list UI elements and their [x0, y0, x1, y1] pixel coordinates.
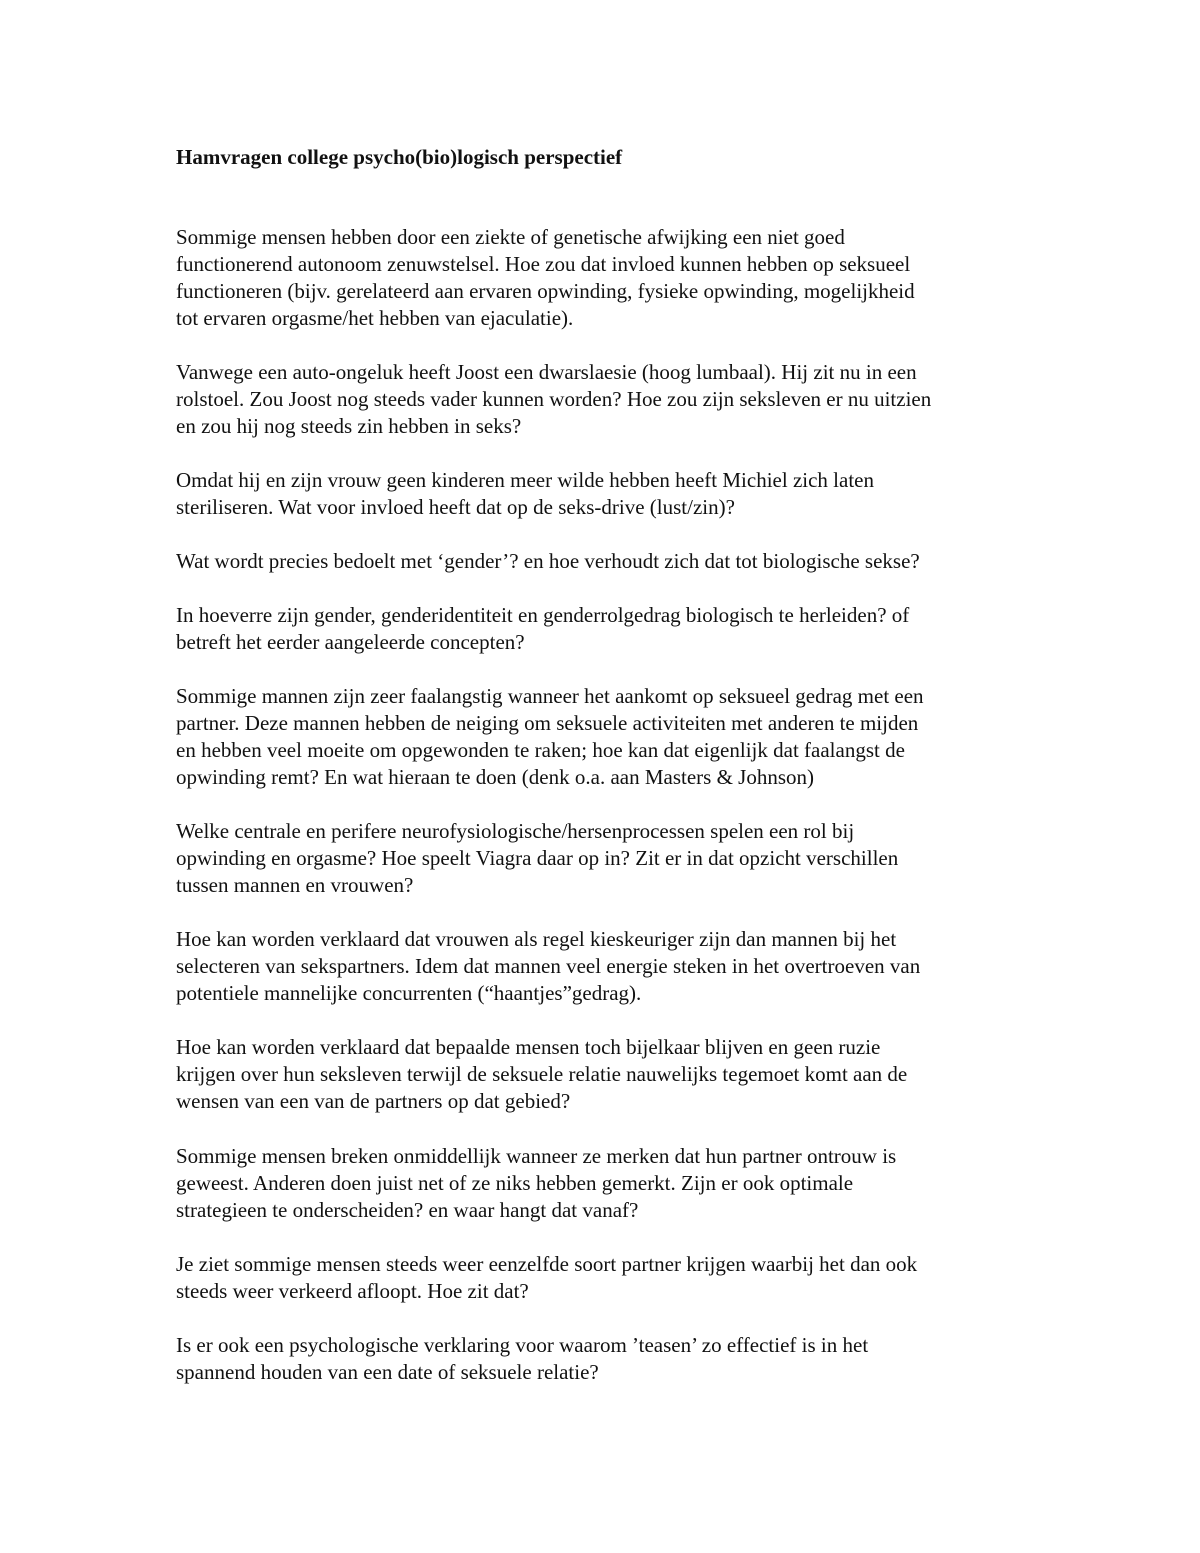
question-paragraph-4	[176, 548, 1036, 575]
paragraph-line: Sommige mannen zijn zeer faalangstig wanneer het aankomt op seksueel gedrag met een	[176, 684, 924, 708]
paragraph-line: functioneren (bijv. gerelateerd aan ervaren opwinding, fysieke opwinding, mogelijkheid	[176, 279, 915, 303]
paragraph-line: Welke centrale en perifere neurofysiologische/hersenprocessen spelen een rol bij	[176, 819, 855, 843]
question-paragraph-1	[176, 224, 1036, 332]
paragraph-line: Vanwege een auto-ongeluk heeft Joost een dwarslaesie (hoog lumbaal). Hij zit nu in een	[176, 360, 917, 384]
paragraph-line: Sommige mensen hebben door een ziekte of genetische afwijking een niet goed	[176, 225, 845, 249]
question-paragraph-3	[176, 467, 1036, 521]
question-paragraph-5	[176, 602, 1036, 656]
paragraph-line: selecteren van sekspartners. Idem dat mannen veel energie steken in het overtroeven van	[176, 954, 921, 978]
paragraph-line: Hoe kan worden verklaard dat vrouwen als regel kieskeuriger zijn dan mannen bij het	[176, 927, 897, 951]
question-paragraph-6	[176, 683, 1036, 791]
paragraph-line: Is er ook een psychologische verklaring voor waarom ’teasen’ zo effectief is in het	[176, 1333, 869, 1357]
question-paragraph-8	[176, 926, 1036, 1007]
question-paragraph-12	[176, 1332, 1036, 1386]
paragraph-line: Hoe kan worden verklaard dat bepaalde mensen toch bijelkaar blijven en geen ruzie	[176, 1035, 881, 1059]
paragraph-line: en hebben veel moeite om opgewonden te raken; hoe kan dat eigenlijk dat faalangst de	[176, 738, 905, 762]
paragraph-line: betreft het eerder aangeleerde concepten?	[176, 630, 525, 654]
paragraph-line: tot ervaren orgasme/het hebben van ejaculatie).	[176, 306, 574, 330]
question-paragraph-11	[176, 1251, 1036, 1305]
paragraph-line: strategieen te onderscheiden? en waar hangt dat vanaf?	[176, 1198, 639, 1222]
question-paragraph-10	[176, 1143, 1036, 1224]
paragraph-line: en zou hij nog steeds zin hebben in seks?	[176, 414, 522, 438]
document-title: Hamvragen college psycho(bio)logisch perspectief	[176, 145, 623, 169]
question-paragraph-2	[176, 359, 1036, 440]
paragraph-line: geweest. Anderen doen juist net of ze niks hebben gemerkt. Zijn er ook optimale	[176, 1171, 854, 1195]
paragraph-line: In hoeverre zijn gender, genderidentiteit en genderrolgedrag biologisch te herleiden? of	[176, 603, 910, 627]
question-paragraph-7	[176, 818, 1036, 899]
paragraph-line: spannend houden van een date of seksuele relatie?	[176, 1360, 599, 1384]
paragraph-line: steeds weer verkeerd afloopt. Hoe zit dat?	[176, 1279, 529, 1303]
paragraph-line: wensen van een van de partners op dat gebied?	[176, 1089, 571, 1113]
paragraph-line: steriliseren. Wat voor invloed heeft dat op de seks-drive (lust/zin)?	[176, 495, 735, 519]
paragraph-line: Je ziet sommige mensen steeds weer eenzelfde soort partner krijgen waarbij het dan ook	[176, 1252, 918, 1276]
paragraph-line: Sommige mensen breken onmiddellijk wanneer ze merken dat hun partner ontrouw is	[176, 1144, 897, 1168]
paragraph-line: rolstoel. Zou Joost nog steeds vader kunnen worden? Hoe zou zijn seksleven er nu uitzien	[176, 387, 932, 411]
paragraph-line: Wat wordt precies bedoelt met ‘gender’? en hoe verhoudt zich dat tot biologische sekse?	[176, 549, 920, 573]
paragraph-line: opwinding en orgasme? Hoe speelt Viagra daar op in? Zit er in dat opzicht verschillen	[176, 846, 899, 870]
paragraph-line: potentiele mannelijke concurrenten (“haantjes”gedrag).	[176, 981, 642, 1005]
paragraph-line: functionerend autonoom zenuwstelsel. Hoe zou dat invloed kunnen hebben op seksueel	[176, 252, 911, 276]
paragraph-line: partner. Deze mannen hebben de neiging om seksuele activiteiten met anderen te mijden	[176, 711, 919, 735]
paragraph-line: krijgen over hun seksleven terwijl de seksuele relatie nauwelijks tegemoet komt aan de	[176, 1062, 908, 1086]
paragraph-line: tussen mannen en vrouwen?	[176, 873, 414, 897]
paragraph-line: Omdat hij en zijn vrouw geen kinderen meer wilde hebben heeft Michiel zich laten	[176, 468, 874, 492]
paragraph-line: opwinding remt? En wat hieraan te doen (denk o.a. aan Masters & Johnson)	[176, 765, 814, 789]
question-paragraph-9	[176, 1034, 1036, 1115]
